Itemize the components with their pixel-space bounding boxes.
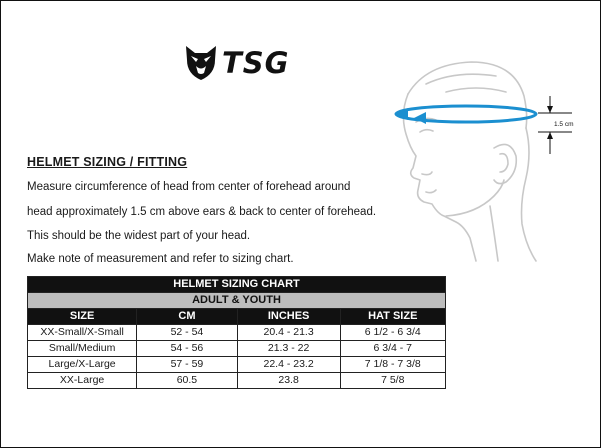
column-header: CM <box>137 309 237 325</box>
table-row <box>28 373 446 389</box>
chart-subtitle: ADULT & YOUTH <box>28 293 446 309</box>
instruction-line: Make note of measurement and refer to sizing chart. <box>27 253 294 265</box>
instruction-line: Measure circumference of head from center of forehead around <box>27 181 351 193</box>
chart-title: HELMET SIZING CHART <box>28 277 446 293</box>
inches-cell: 23.8 <box>237 373 340 389</box>
hat-size-cell: 6 3/4 - 7 <box>340 341 445 357</box>
chart-header-row <box>28 309 446 325</box>
inches-cell: 22.4 - 23.2 <box>237 357 340 373</box>
inches-cell: 21.3 - 22 <box>237 341 340 357</box>
wolf-icon <box>184 44 218 82</box>
column-header: INCHES <box>237 309 340 325</box>
column-header: SIZE <box>28 309 137 325</box>
cm-cell: 54 - 56 <box>137 341 237 357</box>
column-header: HAT SIZE <box>340 309 445 325</box>
table-row <box>28 325 446 341</box>
head-measurement-illustration <box>386 56 576 266</box>
section-heading: HELMET SIZING / FITTING <box>27 155 188 169</box>
size-cell: XX-Small/X-Small <box>28 325 137 341</box>
hat-size-cell: 7 5/8 <box>340 373 445 389</box>
measure-label: 1.5 cm <box>554 121 574 128</box>
helmet-sizing-chart <box>27 276 446 389</box>
cm-cell: 60.5 <box>137 373 237 389</box>
size-cell: XX-Large <box>28 373 137 389</box>
cm-cell: 52 - 54 <box>137 325 237 341</box>
hat-size-cell: 6 1/2 - 6 3/4 <box>340 325 445 341</box>
brand-logo <box>184 44 308 84</box>
brand-name: TSG <box>222 46 290 80</box>
instruction-line: This should be the widest part of your head. <box>27 230 251 242</box>
table-row <box>28 341 446 357</box>
instruction-line: head approximately 1.5 cm above ears & back to center of forehead. <box>27 206 377 218</box>
inches-cell: 20.4 - 21.3 <box>237 325 340 341</box>
size-cell: Small/Medium <box>28 341 137 357</box>
cm-cell: 57 - 59 <box>137 357 237 373</box>
hat-size-cell: 7 1/8 - 7 3/8 <box>340 357 445 373</box>
size-cell: Large/X-Large <box>28 357 137 373</box>
table-row <box>28 357 446 373</box>
